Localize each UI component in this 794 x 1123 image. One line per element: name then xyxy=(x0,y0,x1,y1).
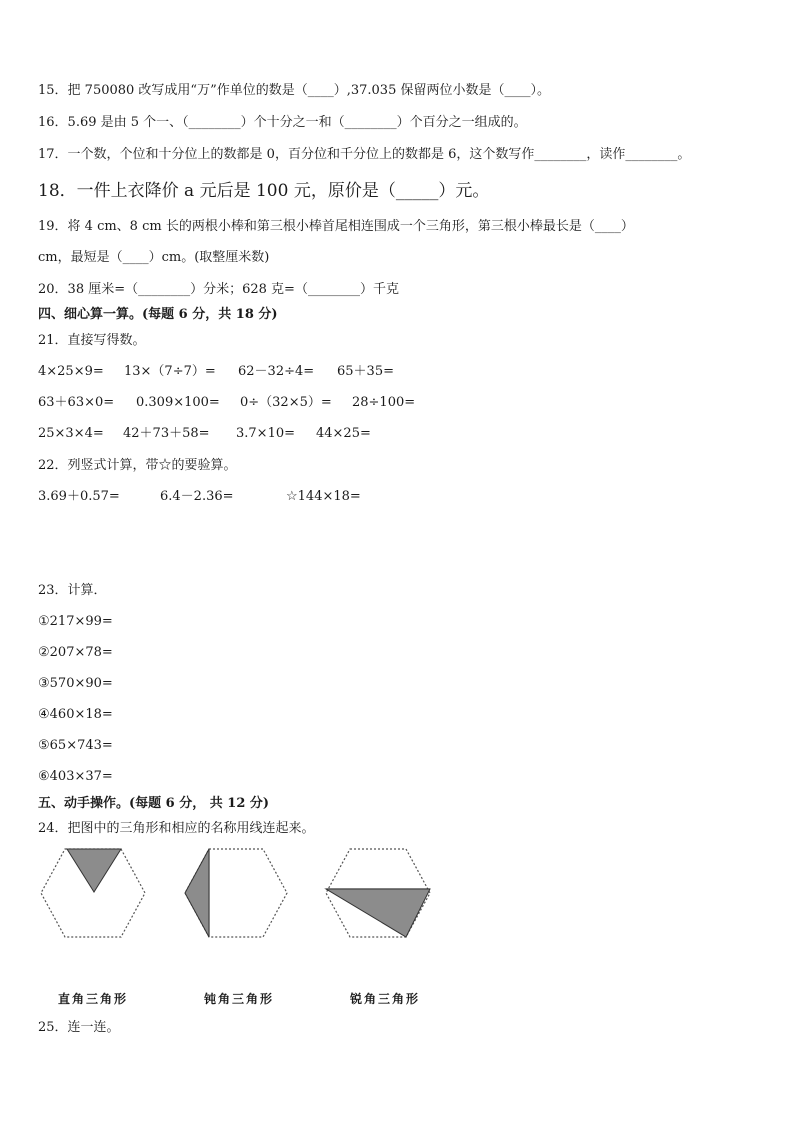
q21-item: 44×25= xyxy=(316,426,371,441)
q21-item: 4×25×9= xyxy=(38,364,104,379)
q23-item: ①217×99= xyxy=(38,614,113,629)
section-5-heading: 五、动手操作。(每题 6 分， 共 12 分) xyxy=(38,796,270,811)
question-20: 20．38 厘米=（________）分米；628 克=（________）千克 xyxy=(38,282,399,297)
question-19-line2: cm，最短是（____）cm。(取整厘米数) xyxy=(38,250,270,265)
question-19-line1: 19．将 4 cm、8 cm 长的两根小棒和第三根小棒首尾相连围成一个三角形，第三根小棒最长是（____） xyxy=(38,219,634,234)
q22-item: 6.4－2.36= xyxy=(160,489,234,504)
question-15: 15．把 750080 改写成用“万”作单位的数是（____）,37.035 保留两位小数是（____）。 xyxy=(38,83,550,98)
q21-item: 42＋73＋58= xyxy=(123,426,210,441)
q23-item: ④460×18= xyxy=(38,707,113,722)
label-acute-triangle: 锐角三角形 xyxy=(350,992,421,1006)
q21-item: 3.7×10= xyxy=(236,426,296,441)
shaded-triangle xyxy=(326,889,430,937)
q21-item: 28÷100= xyxy=(352,395,416,410)
q22-item: 3.69＋0.57= xyxy=(38,489,120,504)
hexagon-figure-3 xyxy=(323,846,433,941)
q22-item: ☆144×18= xyxy=(286,489,361,504)
q21-item: 0÷（32×5）= xyxy=(240,395,332,410)
q21-item: 13×（7÷7）= xyxy=(124,364,216,379)
q21-item: 63＋63×0= xyxy=(38,395,115,410)
q21-item: 65＋35= xyxy=(337,364,394,379)
question-25: 25．连一连。 xyxy=(38,1020,120,1035)
question-17: 17．一个数，个位和十分位上的数都是 0，百分位和千分位上的数都是 6，这个数写作________，读作________。 xyxy=(38,147,691,162)
label-right-triangle: 直角三角形 xyxy=(58,992,129,1006)
q23-item: ②207×78= xyxy=(38,645,113,660)
hexagon-figure-1 xyxy=(38,846,148,941)
q23-item: ⑤65×743= xyxy=(38,738,113,753)
label-obtuse-triangle: 钝角三角形 xyxy=(204,992,275,1006)
question-18: 18．一件上衣降价 a 元后是 100 元，原价是（_____）元。 xyxy=(38,181,490,201)
shaded-triangle xyxy=(67,849,121,892)
q21-item: 62－32÷4= xyxy=(238,364,315,379)
q21-item: 25×3×4= xyxy=(38,426,104,441)
q21-item: 0.309×100= xyxy=(136,395,220,410)
question-23: 23．计算． xyxy=(38,583,107,598)
question-16: 16．5.69 是由 5 个一、（________）个十分之一和（________）个百分之一组成的。 xyxy=(38,115,527,130)
question-21: 21．直接写得数。 xyxy=(38,333,146,348)
shaded-triangle xyxy=(185,849,209,937)
q23-item: ③570×90= xyxy=(38,676,113,691)
question-22: 22．列竖式计算，带☆的要验算。 xyxy=(38,458,237,473)
q23-item: ⑥403×37= xyxy=(38,769,113,784)
hexagon-figure-2 xyxy=(182,846,290,941)
section-4-heading: 四、细心算一算。(每题 6 分，共 18 分) xyxy=(38,307,278,322)
question-24: 24．把图中的三角形和相应的名称用线连起来。 xyxy=(38,821,315,836)
